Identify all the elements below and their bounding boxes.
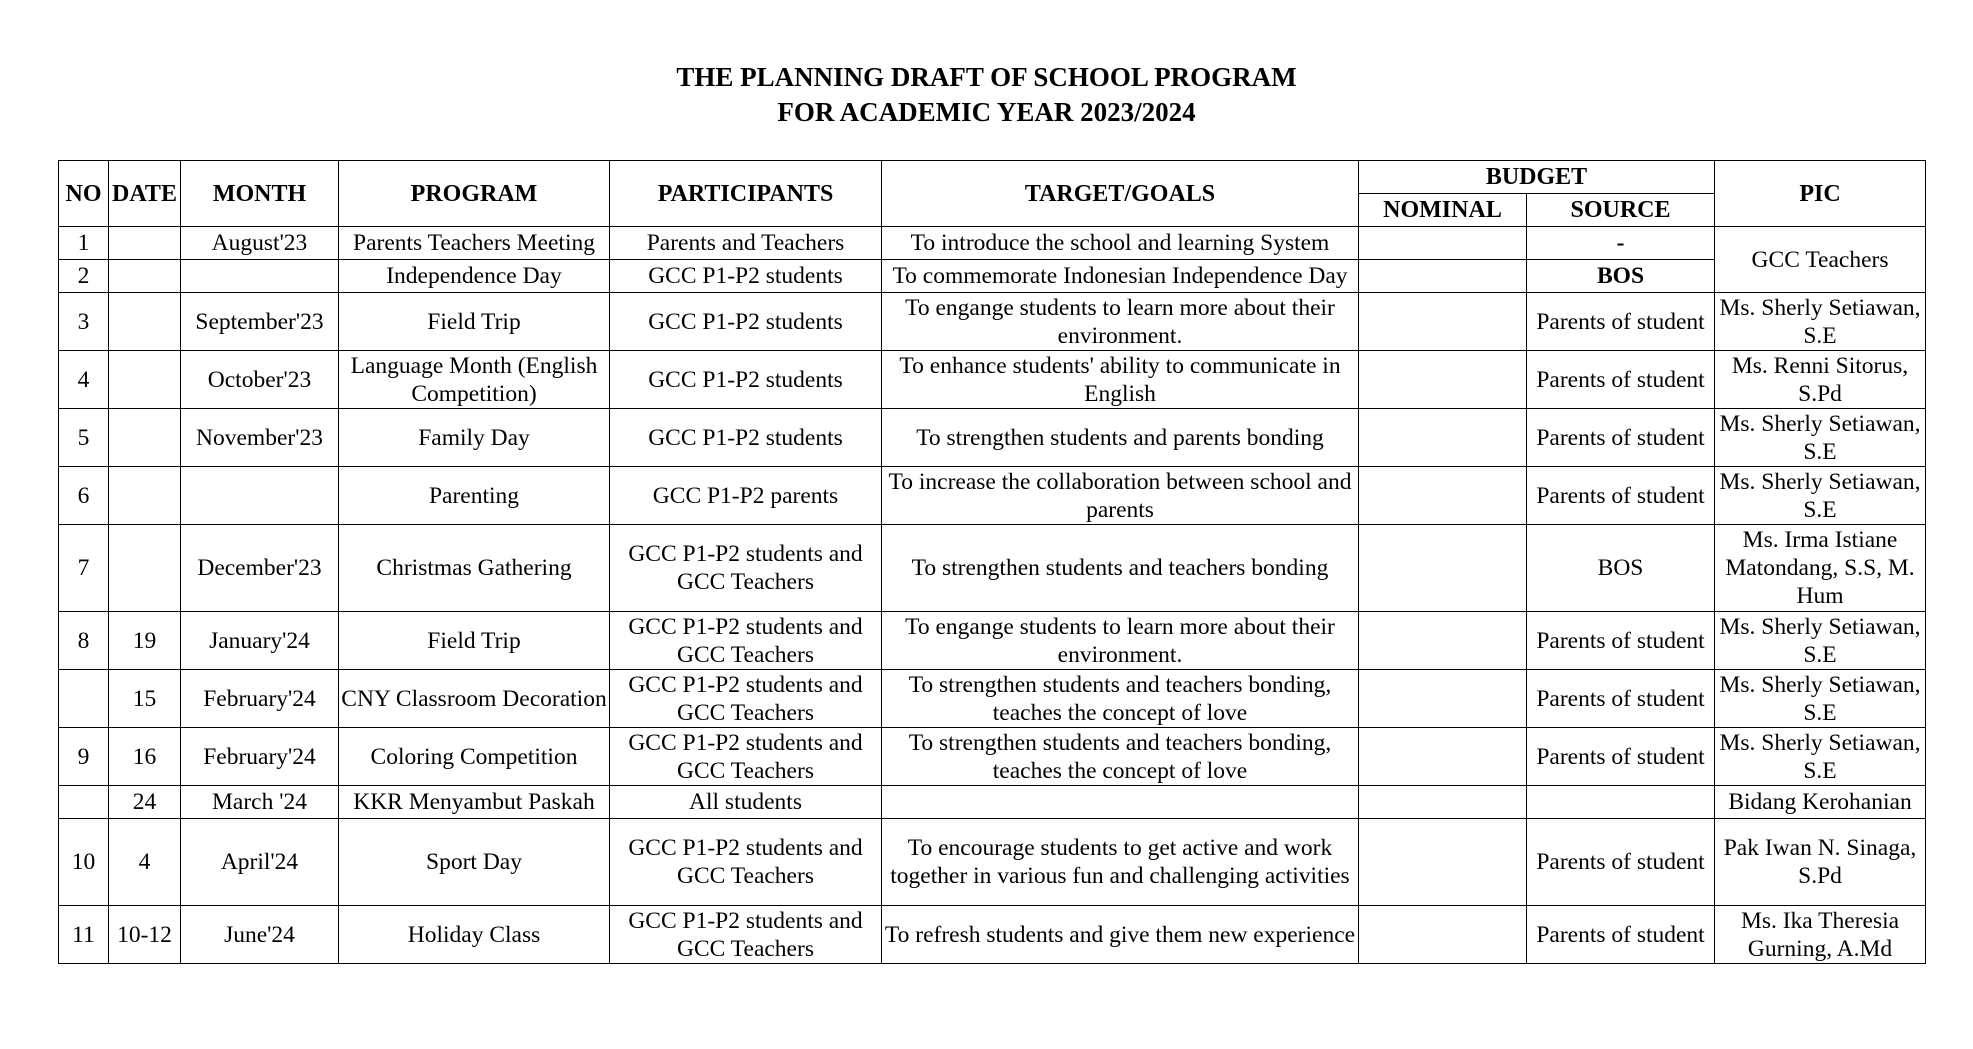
cell-pic: Ms. Sherly Setiawan, S.E [1715, 670, 1926, 728]
cell-target: To introduce the school and learning System [882, 227, 1359, 260]
cell-month: April'24 [181, 819, 339, 906]
cell-no: 1 [59, 227, 109, 260]
cell-program: KKR Menyambut Paskah [339, 786, 610, 819]
cell-no: 4 [59, 351, 109, 409]
cell-nominal [1359, 260, 1527, 293]
cell-program: Field Trip [339, 293, 610, 351]
table-row [59, 670, 1926, 728]
cell-source: Parents of student [1527, 819, 1715, 906]
table-row [59, 906, 1926, 964]
cell-no: 5 [59, 409, 109, 467]
cell-program: Family Day [339, 409, 610, 467]
cell-target: To strengthen students and teachers bonding [882, 525, 1359, 612]
cell-source: BOS [1527, 260, 1715, 293]
cell-pic: Ms. Ika Theresia Gurning, A.Md [1715, 906, 1926, 964]
cell-participants: GCC P1-P2 parents [610, 467, 882, 525]
cell-program: Holiday Class [339, 906, 610, 964]
cell-participants: GCC P1-P2 students [610, 409, 882, 467]
cell-target: To engange students to learn more about their environment. [882, 293, 1359, 351]
cell-nominal [1359, 728, 1527, 786]
cell-month [181, 467, 339, 525]
cell-participants: GCC P1-P2 students [610, 260, 882, 293]
cell-month: November'23 [181, 409, 339, 467]
cell-source: Parents of student [1527, 612, 1715, 670]
cell-program: Independence Day [339, 260, 610, 293]
header-budget: BUDGET [1359, 161, 1715, 194]
cell-month: December'23 [181, 525, 339, 612]
cell-pic: Ms. Renni Sitorus, S.Pd [1715, 351, 1926, 409]
cell-nominal [1359, 293, 1527, 351]
cell-source: Parents of student [1527, 293, 1715, 351]
cell-target: To strengthen students and teachers bonding, teaches the concept of love [882, 670, 1359, 728]
cell-source: Parents of student [1527, 670, 1715, 728]
cell-target: To strengthen students and teachers bonding, teaches the concept of love [882, 728, 1359, 786]
cell-no: 10 [59, 819, 109, 906]
cell-source: Parents of student [1527, 409, 1715, 467]
cell-target: To engange students to learn more about their environment. [882, 612, 1359, 670]
cell-no [59, 786, 109, 819]
header-participants: PARTICIPANTS [610, 161, 882, 227]
cell-program: Field Trip [339, 612, 610, 670]
table-row [59, 728, 1926, 786]
cell-date: 4 [109, 819, 181, 906]
cell-month [181, 260, 339, 293]
table-row [59, 819, 1926, 906]
table-row [59, 525, 1926, 612]
cell-no: 7 [59, 525, 109, 612]
cell-month: September'23 [181, 293, 339, 351]
cell-program: Parents Teachers Meeting [339, 227, 610, 260]
header-date: DATE [109, 161, 181, 227]
table-row [59, 260, 1926, 293]
cell-program: Sport Day [339, 819, 610, 906]
cell-target: To increase the collaboration between school and parents [882, 467, 1359, 525]
cell-source: Parents of student [1527, 351, 1715, 409]
cell-participants: GCC P1-P2 students and GCC Teachers [610, 612, 882, 670]
table-row [59, 467, 1926, 525]
cell-month: October'23 [181, 351, 339, 409]
cell-date [109, 525, 181, 612]
header-source: SOURCE [1527, 194, 1715, 227]
cell-month: June'24 [181, 906, 339, 964]
cell-month: March '24 [181, 786, 339, 819]
cell-no: 11 [59, 906, 109, 964]
cell-date [109, 227, 181, 260]
cell-target: To encourage students to get active and work together in various fun and challenging activities [882, 819, 1359, 906]
cell-date: 10-12 [109, 906, 181, 964]
cell-target: To strengthen students and parents bonding [882, 409, 1359, 467]
title-line-2: FOR ACADEMIC YEAR 2023/2024 [777, 97, 1196, 127]
table-row [59, 227, 1926, 260]
program-table [58, 160, 1926, 964]
cell-date [109, 260, 181, 293]
cell-date [109, 409, 181, 467]
cell-nominal [1359, 227, 1527, 260]
cell-participants: GCC P1-P2 students and GCC Teachers [610, 728, 882, 786]
header-pic: PIC [1715, 161, 1926, 227]
cell-month: February'24 [181, 670, 339, 728]
header-program: PROGRAM [339, 161, 610, 227]
cell-pic: Pak Iwan N. Sinaga, S.Pd [1715, 819, 1926, 906]
cell-source: Parents of student [1527, 728, 1715, 786]
cell-month: February'24 [181, 728, 339, 786]
cell-date: 24 [109, 786, 181, 819]
table-row [59, 409, 1926, 467]
cell-source: Parents of student [1527, 906, 1715, 964]
cell-participants: GCC P1-P2 students [610, 351, 882, 409]
cell-nominal [1359, 819, 1527, 906]
cell-program: Coloring Competition [339, 728, 610, 786]
cell-date: 19 [109, 612, 181, 670]
table-row [59, 293, 1926, 351]
cell-no: 8 [59, 612, 109, 670]
cell-program: Language Month (English Competition) [339, 351, 610, 409]
cell-nominal [1359, 351, 1527, 409]
header-month: MONTH [181, 161, 339, 227]
cell-participants: Parents and Teachers [610, 227, 882, 260]
cell-target: To refresh students and give them new experience [882, 906, 1359, 964]
cell-program: CNY Classroom Decoration [339, 670, 610, 728]
cell-participants: GCC P1-P2 students [610, 293, 882, 351]
cell-month: January'24 [181, 612, 339, 670]
cell-pic: Ms. Sherly Setiawan, S.E [1715, 612, 1926, 670]
cell-participants: GCC P1-P2 students and GCC Teachers [610, 819, 882, 906]
table-row [59, 612, 1926, 670]
cell-program: Christmas Gathering [339, 525, 610, 612]
cell-source: Parents of student [1527, 467, 1715, 525]
cell-participants: All students [610, 786, 882, 819]
cell-target [882, 786, 1359, 819]
cell-nominal [1359, 525, 1527, 612]
cell-no [59, 670, 109, 728]
cell-pic: Ms. Sherly Setiawan, S.E [1715, 293, 1926, 351]
title-line-1: THE PLANNING DRAFT OF SCHOOL PROGRAM [676, 62, 1297, 92]
cell-date: 15 [109, 670, 181, 728]
cell-nominal [1359, 612, 1527, 670]
header-target: TARGET/GOALS [882, 161, 1359, 227]
cell-nominal [1359, 670, 1527, 728]
cell-participants: GCC P1-P2 students and GCC Teachers [610, 906, 882, 964]
cell-pic: GCC Teachers [1715, 227, 1926, 293]
cell-nominal [1359, 906, 1527, 964]
cell-target: To commemorate Indonesian Independence Day [882, 260, 1359, 293]
cell-nominal [1359, 409, 1527, 467]
header-nominal: NOMINAL [1359, 194, 1527, 227]
cell-no: 9 [59, 728, 109, 786]
cell-program: Parenting [339, 467, 610, 525]
cell-target: To enhance students' ability to communicate in English [882, 351, 1359, 409]
cell-date [109, 351, 181, 409]
cell-pic: Ms. Sherly Setiawan, S.E [1715, 467, 1926, 525]
cell-no: 2 [59, 260, 109, 293]
cell-date [109, 293, 181, 351]
cell-source: - [1527, 227, 1715, 260]
cell-date [109, 467, 181, 525]
cell-source: BOS [1527, 525, 1715, 612]
cell-date: 16 [109, 728, 181, 786]
cell-participants: GCC P1-P2 students and GCC Teachers [610, 525, 882, 612]
table-row [59, 351, 1926, 409]
cell-pic: Ms. Sherly Setiawan, S.E [1715, 409, 1926, 467]
document-title [0, 60, 1973, 130]
table-row [59, 786, 1926, 819]
cell-pic: Ms. Irma Istiane Matondang, S.S, M. Hum [1715, 525, 1926, 612]
header-row-1 [59, 161, 1926, 194]
cell-source [1527, 786, 1715, 819]
cell-pic: Ms. Sherly Setiawan, S.E [1715, 728, 1926, 786]
cell-pic: Bidang Kerohanian [1715, 786, 1926, 819]
header-no: NO [59, 161, 109, 227]
cell-nominal [1359, 467, 1527, 525]
cell-month: August'23 [181, 227, 339, 260]
cell-nominal [1359, 786, 1527, 819]
cell-no: 6 [59, 467, 109, 525]
cell-no: 3 [59, 293, 109, 351]
cell-participants: GCC P1-P2 students and GCC Teachers [610, 670, 882, 728]
